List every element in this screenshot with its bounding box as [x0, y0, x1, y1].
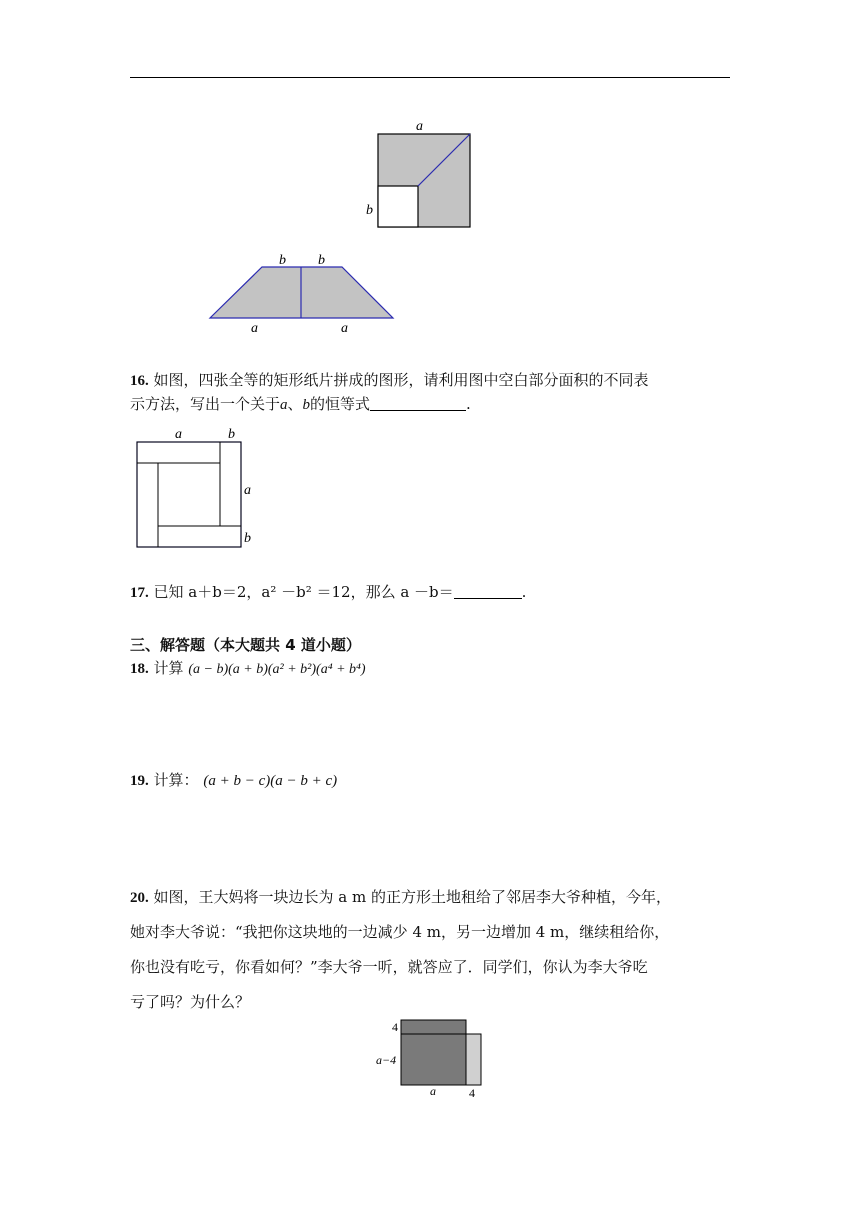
q16-sep: 、 [287, 395, 303, 413]
label-4-top: 4 [392, 1020, 398, 1034]
land-plot-figure [370, 1014, 495, 1102]
q17-line [130, 578, 526, 607]
q19-number: 19. [130, 773, 149, 789]
q20-line1 [130, 883, 671, 912]
inner-white-square [158, 463, 220, 526]
q19-expression: (a + b − c)(a − b + c) [203, 773, 338, 789]
q17-end: . [521, 583, 527, 601]
label-top-b: b [228, 427, 235, 442]
rect-bottom [158, 526, 241, 547]
q16-var-a: a [280, 397, 288, 413]
label-top-a: a [175, 427, 182, 442]
q16-answer-blank[interactable] [370, 394, 466, 411]
label-b: b [366, 203, 373, 218]
q20-text-line2: 她对李大爷说：“我把你这块地的一边减少 4 m，另一边增加 4 m，继续租给你， [130, 923, 670, 941]
inner-white-square [378, 186, 418, 227]
outer-frame [137, 442, 241, 547]
q19-line [130, 766, 337, 795]
q16-text-line2-pre: 示方法，写出一个关于 [130, 395, 281, 413]
q20-text-line1: 如图，王大妈将一块边长为 a m 的正方形土地租给了邻居李大爷种植，今年， [153, 888, 672, 906]
rect-left [137, 463, 158, 547]
label-right-b: b [244, 531, 251, 546]
q20-line4 [130, 988, 250, 1016]
q20-line2 [130, 918, 669, 946]
q17-text: 已知 a＋b＝2，a² －b² ＝12，那么 a －b＝ [153, 583, 454, 601]
q16-text-line2-post: 的恒等式 [310, 395, 371, 413]
square-plot [401, 1020, 466, 1085]
rect-right [220, 442, 241, 526]
q18-number: 18. [130, 661, 149, 677]
label-b-right: b [318, 253, 325, 268]
q16-text-line1: 如图，四张全等的矩形纸片拼成的图形，请利用图中空白部分面积的不同表 [153, 371, 649, 389]
header-rule [130, 77, 730, 78]
square-figure [360, 112, 480, 234]
q16-line2 [130, 390, 471, 419]
label-a: a [416, 119, 423, 134]
q16-number: 16. [130, 373, 149, 389]
q17-answer-blank[interactable] [454, 582, 522, 599]
rect-top [137, 442, 220, 463]
label-a-left: a [251, 321, 258, 336]
q20-text-line4: 亏了吗？为什么？ [130, 993, 251, 1011]
label-a-minus-4: a−4 [376, 1053, 397, 1067]
q18-label: 计算 [153, 659, 184, 677]
q20-line3 [130, 953, 648, 981]
q20-number: 20. [130, 890, 149, 906]
q16-end: . [466, 395, 471, 413]
label-b-left: b [279, 253, 286, 268]
section-title: 三、解答题（本大题共 4 道小题） [130, 636, 361, 654]
trapezoid-figure [200, 250, 410, 338]
label-a-right: a [341, 321, 348, 336]
q16-var-b: b [302, 397, 311, 413]
four-rectangles-figure [130, 422, 260, 552]
q19-label: 计算： [153, 771, 199, 789]
label-right-a: a [244, 483, 251, 498]
q18-line [130, 654, 366, 684]
q20-text-line3: 你也没有吃亏，你看如何？”李大爷一听，就答应了．同学们，你认为李大爷吃 [130, 958, 648, 976]
label-4-bottom: 4 [469, 1086, 475, 1100]
label-a-bottom: a [430, 1084, 436, 1098]
extended-strip [466, 1034, 481, 1085]
q18-expression: (a − b)(a + b)(a² + b²)(a⁴ + b⁴) [188, 662, 366, 677]
q17-number: 17. [130, 585, 149, 601]
